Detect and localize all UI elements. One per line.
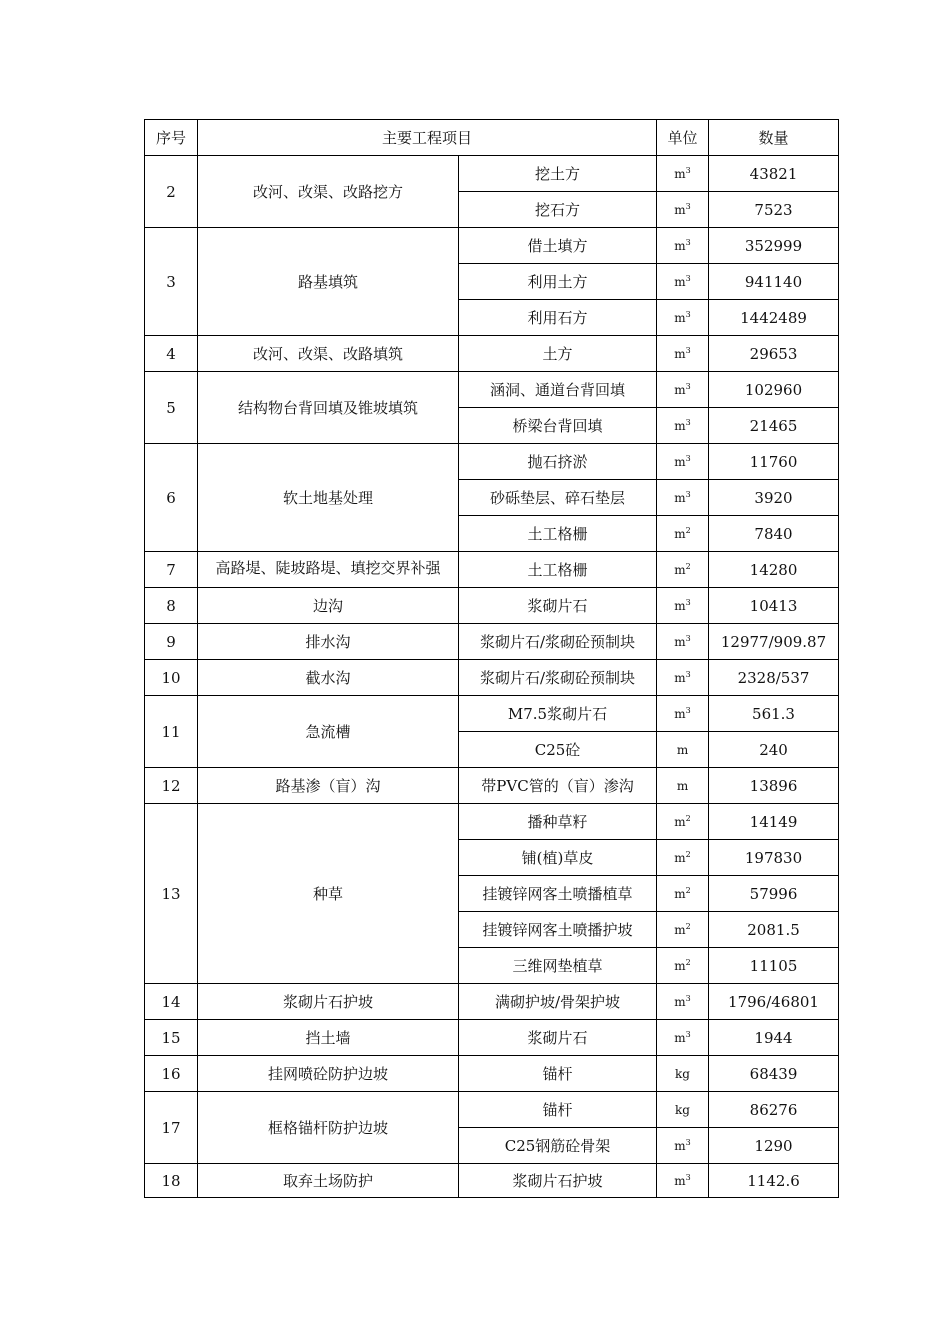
row-unit (657, 300, 709, 336)
row-sub-item: 浆砌片石 (459, 1020, 657, 1056)
row-quantity: 7840 (709, 516, 839, 552)
row-quantity: 352999 (709, 228, 839, 264)
row-sub-item: 土工格栅 (459, 552, 657, 588)
row-sub-item: M7.5浆砌片石 (459, 696, 657, 732)
row-quantity: 21465 (709, 408, 839, 444)
unit-base: m (674, 310, 686, 325)
unit-base: m (674, 670, 686, 685)
table-row (145, 1164, 839, 1198)
row-sub-item: 锚杆 (459, 1056, 657, 1092)
unit-base: m (674, 706, 686, 721)
row-main-item: 框格锚杆防护边坡 (198, 1092, 459, 1164)
table-body (145, 120, 839, 1198)
header-unit: 单位 (657, 120, 709, 156)
row-quantity: 14280 (709, 552, 839, 588)
row-unit: m (657, 768, 709, 804)
unit-exponent: 2 (685, 525, 691, 535)
unit-base: m (674, 166, 686, 181)
row-seq: 12 (145, 768, 198, 804)
row-seq: 17 (145, 1092, 198, 1164)
row-quantity: 86276 (709, 1092, 839, 1128)
unit-exponent: 3 (685, 273, 691, 283)
row-sub-item: 砂砾垫层、碎石垫层 (459, 480, 657, 516)
row-quantity: 12977/909.87 (709, 624, 839, 660)
row-seq: 13 (145, 804, 198, 984)
row-sub-item: 桥梁台背回填 (459, 408, 657, 444)
unit-exponent: 3 (685, 381, 691, 391)
row-seq: 18 (145, 1164, 198, 1198)
row-quantity: 1944 (709, 1020, 839, 1056)
table-row (145, 804, 839, 840)
unit-exponent: 3 (685, 345, 691, 355)
row-sub-item: 带PVC管的（盲）渗沟 (459, 768, 657, 804)
table-row (145, 588, 839, 624)
unit-exponent: 3 (685, 165, 691, 175)
row-quantity: 2081.5 (709, 912, 839, 948)
table-row (145, 984, 839, 1020)
unit-base: m (674, 418, 686, 433)
unit-exponent: 3 (685, 237, 691, 247)
row-sub-item: 挖土方 (459, 156, 657, 192)
row-quantity: 197830 (709, 840, 839, 876)
row-main-item: 截水沟 (198, 660, 459, 696)
row-quantity: 240 (709, 732, 839, 768)
row-unit (657, 192, 709, 228)
row-unit (657, 552, 709, 588)
unit-base: m (674, 814, 686, 829)
row-sub-item: 浆砌片石护坡 (459, 1164, 657, 1198)
unit-exponent: 3 (685, 453, 691, 463)
row-seq: 16 (145, 1056, 198, 1092)
row-sub-item: 铺(植)草皮 (459, 840, 657, 876)
table-row (145, 336, 839, 372)
row-sub-item: 浆砌片石/浆砌砼预制块 (459, 624, 657, 660)
unit-exponent: 3 (685, 1029, 691, 1039)
row-unit (657, 624, 709, 660)
row-quantity: 941140 (709, 264, 839, 300)
row-unit: m (657, 732, 709, 768)
unit-base: m (674, 238, 686, 253)
row-sub-item: 土工格栅 (459, 516, 657, 552)
row-sub-item: C25砼 (459, 732, 657, 768)
unit-base: m (674, 526, 686, 541)
row-unit (657, 948, 709, 984)
row-main-item: 种草 (198, 804, 459, 984)
unit-base: m (674, 598, 686, 613)
row-sub-item: 涵洞、通道台背回填 (459, 372, 657, 408)
row-quantity: 7523 (709, 192, 839, 228)
unit-exponent: 2 (685, 885, 691, 895)
row-sub-item: 借土填方 (459, 228, 657, 264)
row-seq: 3 (145, 228, 198, 336)
unit-base: m (674, 1173, 686, 1188)
table-row (145, 768, 839, 804)
row-main-item: 路基渗（盲）沟 (198, 768, 459, 804)
row-unit (657, 228, 709, 264)
row-sub-item: 土方 (459, 336, 657, 372)
unit-exponent: 3 (685, 669, 691, 679)
unit-exponent: 2 (685, 921, 691, 931)
row-quantity: 10413 (709, 588, 839, 624)
row-main-item: 挂网喷砼防护边坡 (198, 1056, 459, 1092)
row-quantity: 102960 (709, 372, 839, 408)
header-row (145, 120, 839, 156)
row-seq: 9 (145, 624, 198, 660)
unit-base: m (674, 274, 686, 289)
row-sub-item: 浆砌片石 (459, 588, 657, 624)
row-sub-item: 利用土方 (459, 264, 657, 300)
row-quantity: 14149 (709, 804, 839, 840)
row-unit (657, 480, 709, 516)
row-unit: kg (657, 1056, 709, 1092)
unit-base: m (674, 994, 686, 1009)
row-seq: 8 (145, 588, 198, 624)
row-unit (657, 588, 709, 624)
unit-exponent: 2 (685, 561, 691, 571)
unit-base: m (674, 490, 686, 505)
unit-exponent: 3 (685, 309, 691, 319)
unit-base: m (674, 562, 686, 577)
row-seq: 2 (145, 156, 198, 228)
row-unit (657, 804, 709, 840)
row-unit (657, 660, 709, 696)
unit-base: m (674, 202, 686, 217)
row-unit (657, 840, 709, 876)
row-seq: 14 (145, 984, 198, 1020)
unit-exponent: 3 (685, 1137, 691, 1147)
row-unit (657, 1128, 709, 1164)
row-seq: 7 (145, 552, 198, 588)
row-quantity: 1290 (709, 1128, 839, 1164)
engineering-quantity-table (144, 119, 839, 1198)
row-quantity: 29653 (709, 336, 839, 372)
row-quantity: 13896 (709, 768, 839, 804)
row-quantity: 1142.6 (709, 1164, 839, 1198)
row-main-item: 改河、改渠、改路填筑 (198, 336, 459, 372)
row-sub-item: 浆砌片石/浆砌砼预制块 (459, 660, 657, 696)
row-unit (657, 912, 709, 948)
unit-base: m (674, 922, 686, 937)
unit-base: m (674, 850, 686, 865)
unit-base: m (674, 1030, 686, 1045)
row-unit (657, 156, 709, 192)
row-sub-item: 挂镀锌网客土喷播护坡 (459, 912, 657, 948)
unit-exponent: 3 (685, 489, 691, 499)
row-unit (657, 1164, 709, 1198)
row-main-item: 挡土墙 (198, 1020, 459, 1056)
header-seq: 序号 (145, 120, 198, 156)
row-sub-item: C25钢筋砼骨架 (459, 1128, 657, 1164)
row-sub-item: 利用石方 (459, 300, 657, 336)
row-sub-item: 满砌护坡/骨架护坡 (459, 984, 657, 1020)
unit-exponent: 2 (685, 849, 691, 859)
unit-exponent: 3 (685, 417, 691, 427)
row-quantity: 57996 (709, 876, 839, 912)
unit-exponent: 3 (685, 633, 691, 643)
table-row (145, 552, 839, 588)
unit-base: m (674, 1138, 686, 1153)
unit-exponent: 3 (685, 705, 691, 715)
unit-base: m (674, 634, 686, 649)
row-unit (657, 984, 709, 1020)
row-quantity: 3920 (709, 480, 839, 516)
row-quantity: 11760 (709, 444, 839, 480)
table-row (145, 1092, 839, 1128)
unit-exponent: 3 (685, 993, 691, 1003)
row-seq: 5 (145, 372, 198, 444)
row-seq: 11 (145, 696, 198, 768)
unit-base: m (674, 346, 686, 361)
table-row (145, 660, 839, 696)
row-quantity: 68439 (709, 1056, 839, 1092)
row-unit (657, 336, 709, 372)
row-seq: 10 (145, 660, 198, 696)
row-main-item: 改河、改渠、改路挖方 (198, 156, 459, 228)
row-unit: kg (657, 1092, 709, 1128)
row-quantity: 11105 (709, 948, 839, 984)
row-unit (657, 876, 709, 912)
row-seq: 15 (145, 1020, 198, 1056)
unit-base: m (674, 958, 686, 973)
row-quantity: 561.3 (709, 696, 839, 732)
row-sub-item: 播种草籽 (459, 804, 657, 840)
row-main-item: 取弃土场防护 (198, 1164, 459, 1198)
row-unit (657, 264, 709, 300)
row-quantity: 43821 (709, 156, 839, 192)
row-unit (657, 1020, 709, 1056)
row-quantity: 2328/537 (709, 660, 839, 696)
unit-exponent: 3 (685, 201, 691, 211)
header-item: 主要工程项目 (198, 120, 657, 156)
main-item-text: 高路堤、陡坡路堤、填挖交界补强 (215, 558, 441, 577)
row-seq: 6 (145, 444, 198, 552)
table-row (145, 444, 839, 480)
table-row (145, 372, 839, 408)
unit-exponent: 3 (685, 1172, 691, 1182)
row-sub-item: 挂镀锌网客土喷播植草 (459, 876, 657, 912)
row-main-item: 浆砌片石护坡 (198, 984, 459, 1020)
row-sub-item: 三维网垫植草 (459, 948, 657, 984)
row-main-item: 边沟 (198, 588, 459, 624)
row-sub-item: 抛石挤淤 (459, 444, 657, 480)
row-main-item: 急流槽 (198, 696, 459, 768)
row-unit (657, 444, 709, 480)
table-row (145, 696, 839, 732)
unit-exponent: 2 (685, 813, 691, 823)
row-main-item (198, 552, 459, 588)
unit-base: m (674, 454, 686, 469)
table-row (145, 624, 839, 660)
row-main-item: 路基填筑 (198, 228, 459, 336)
row-main-item: 结构物台背回填及锥坡填筑 (198, 372, 459, 444)
row-seq: 4 (145, 336, 198, 372)
row-unit (657, 372, 709, 408)
row-unit (657, 408, 709, 444)
table-row (145, 156, 839, 192)
row-main-item: 排水沟 (198, 624, 459, 660)
header-qty: 数量 (709, 120, 839, 156)
row-unit (657, 696, 709, 732)
table-row (145, 1056, 839, 1092)
row-sub-item: 挖石方 (459, 192, 657, 228)
row-quantity: 1442489 (709, 300, 839, 336)
row-unit (657, 516, 709, 552)
unit-exponent: 2 (685, 957, 691, 967)
unit-base: m (674, 886, 686, 901)
row-quantity: 1796/46801 (709, 984, 839, 1020)
table-row (145, 1020, 839, 1056)
row-sub-item: 锚杆 (459, 1092, 657, 1128)
unit-exponent: 3 (685, 597, 691, 607)
table-row (145, 228, 839, 264)
row-main-item: 软土地基处理 (198, 444, 459, 552)
unit-base: m (674, 382, 686, 397)
